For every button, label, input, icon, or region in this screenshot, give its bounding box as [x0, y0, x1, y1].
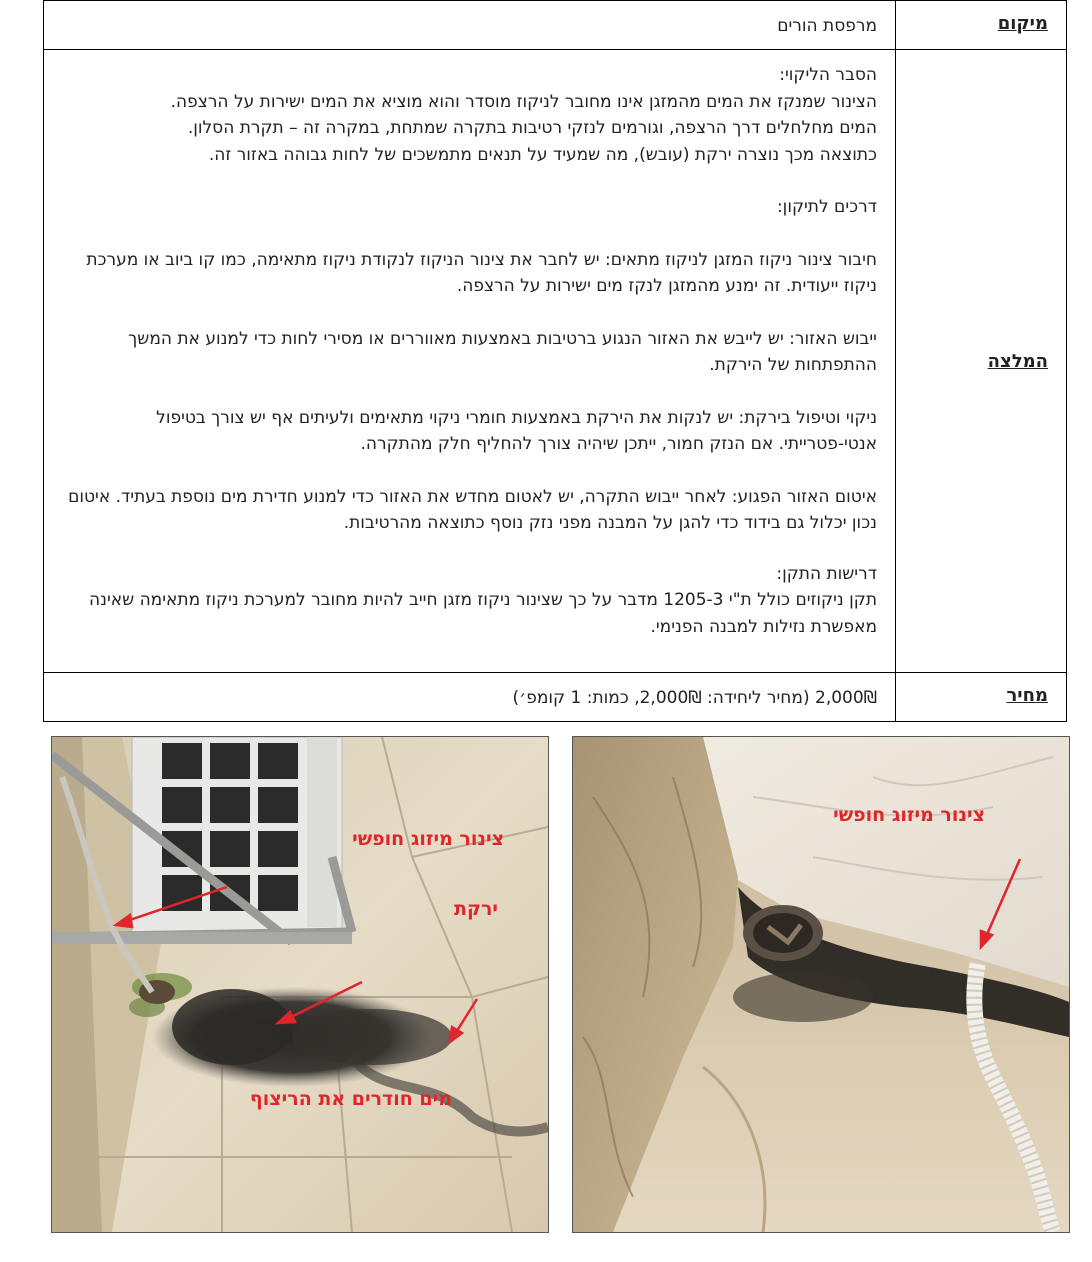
price-value: 2,000₪ (מחיר ליחידה: 2,000₪, כמות: 1 קומפ׳) — [44, 673, 896, 722]
left-photo-free-pipe-label: צינור מיזוג חופשי — [352, 828, 504, 850]
repair-step: איטום האזור הפגוע: לאחר ייבוש התקרה, יש לאטום מחדש את האזור כדי למנוע חדירת מים נוספת בעתיד. איטום נכון יכלול גם בידוד כדי להגן על המבנה מפני נזק נוסף כתוצאה מהרטיבות. — [68, 486, 877, 533]
standard-text: תקן ניקוזים כולל ת"י 1205-3 מדבר על כך שצינור ניקוז מזגן חייב להיות מחובר למערכת ניקוז מתאימה שאינה מאפשרת נזילות למבנה הפנימי. — [89, 590, 877, 637]
photo-drain-corner — [572, 736, 1070, 1233]
repair-step: ייבוש האזור: יש לייבש את האזור הנגוע ברטיבות באמצעות מאווררים או מסירי לחות כדי למנוע את המשך ההתפתחות של הירקת. — [128, 328, 877, 375]
price-row — [44, 673, 1067, 722]
recommendation-row — [44, 50, 1067, 673]
repair-title: דרכים לתיקון: — [776, 197, 877, 217]
explanation-line: כתוצאה מכך נוצרה ירקת (עובש), מה שמעיד על תנאים מתמשכים של לחות גבוהה באזור זה. — [208, 144, 877, 165]
standard-title: דרישות התקן: — [776, 563, 877, 584]
repair-step: ניקוי וטיפול בירקת: יש לנקות את הירקת באמצעות חומרי ניקוי מתאימים ולעיתים אף יש צורך בטיפול אנטי-פטרייתי. אם הנזק חמור, ייתכן שיהיה צורך להחליף חלק מהתקרה. — [156, 407, 877, 454]
left-photo-water-label: מים חודרים את הריצוף — [249, 1088, 452, 1110]
repair-step: חיבור צינור ניקוז המזגן לניקוז מתאים: יש לחבר את צינור הניקוז לנקודת ניקוז מתאימה, כמו קו ביוב או מערכת ניקוז ייעודית. זה ימנע מהמזגן לנקז מים ישירות על הרצפה. — [86, 249, 877, 296]
left-photo-mold-label: ירקת — [453, 898, 498, 920]
explanation-line: הצינור שמנקז את המים מהמזגן אינו מחובר לניקוז מוסדר והוא מוציא את המים ישירות על הרצפה. — [170, 91, 877, 112]
recommendation-label: המלצה — [896, 50, 1067, 673]
explanation-title: הסבר הליקוי: — [779, 65, 877, 85]
recommendation-value — [44, 50, 896, 673]
right-photo-free-pipe-label: צינור מיזוג חופשי — [833, 804, 985, 826]
explanation-line: המים מחלחלים דרך הרצפה, וגורמים לנזקי רטיבות בתקרה שמתחת, במקרה זה – תקרת הסלון. — [187, 118, 877, 138]
location-row — [44, 1, 1067, 50]
price-label: מחיר — [896, 673, 1067, 722]
location-value: מרפסת הורים — [44, 1, 896, 50]
photo-ac-unit-floor — [51, 736, 549, 1233]
location-label: מיקום — [896, 1, 1067, 50]
defect-table — [43, 0, 1067, 722]
